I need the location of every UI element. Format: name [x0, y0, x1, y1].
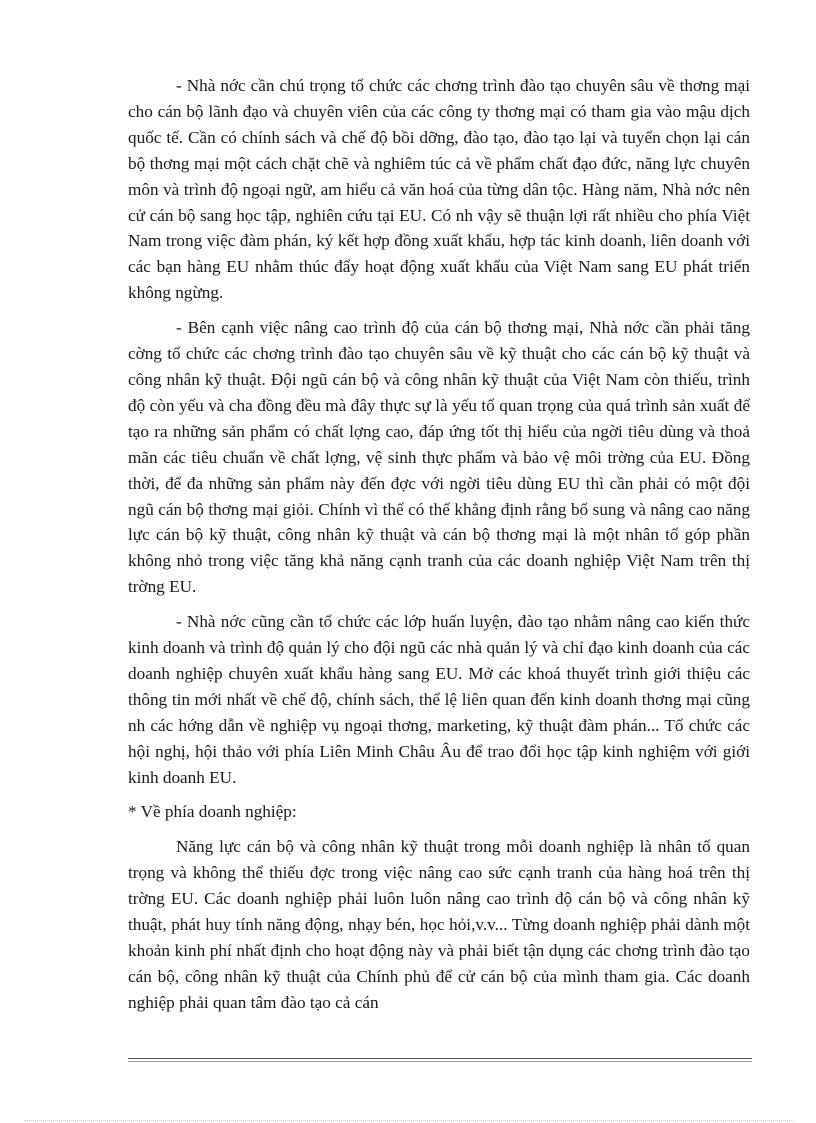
- paragraph-enterprise-capacity: Năng lực cán bộ và công nhân kỹ thuật trong mỗi doanh nghiệp là nhân tố quan trọng và không thể thiếu đợc trong việc nâng cao sức cạnh tranh của hàng hoá trên thị trờng EU. Các doanh nghiệp phải luôn luôn nâng cao trình độ cán bộ và công nhân kỹ thuật, phát huy tính năng động, nhạy bén, học hỏi,v.v... Từng doanh nghiệp phải dành một khoản kinh phí nhất định cho hoạt động này và phải biết tận dụng các chơng trình đào tạo cán bộ, công nhân kỹ thuật của Chính phủ để cử cán bộ của mình tham gia. Các doanh nghiệp phải quan tâm đào tạo cả cán: [128, 837, 750, 1012]
- paragraph-business-courses: - Nhà nớc cũng cần tổ chức các lớp huấn luyện, đào tạo nhằm nâng cao kiến thức kinh doanh và trình độ quản lý cho đội ngũ các nhà quản lý và chỉ đạo kinh doanh của các doanh nghiệp chuyên xuất khẩu hàng sang EU. Mở các khoá thuyết trình giới thiệu các thông tin mới nhất về chế độ, chính sách, thể lệ liên quan đến kinh doanh thơng mại cũng nh các hớng dẫn về nghiệp vụ ngoại thơng, marketing, kỹ thuật đàm phán... Tổ chức các hội nghị, hội thảo với phía Liên Minh Châu Âu để trao đổi học tập kinh nghiệm với giới kinh doanh EU.: [128, 612, 750, 787]
- paragraph-training-trade-officials: - Nhà nớc cần chú trọng tổ chức các chơng trình đào tạo chuyên sâu về thơng mại cho cán bộ lãnh đạo và chuyên viên của các công ty thơng mại có tham gia vào mậu dịch quốc tế. Cần có chính sách và chế độ bồi dỡng, đào tạo, đào tạo lại và tuyển chọn lại cán bộ thơng mại một cách chặt chẽ và nghiêm túc cả về phẩm chất đạo đức, năng lực chuyên môn và trình độ ngoại ngữ, am hiểu cả văn hoá của từng dân tộc. Hàng năm, Nhà nớc nên cử cán bộ sang học tập, nghiên cứu tại EU. Có nh vậy sẽ thuận lợi rất nhiều cho phía Việt Nam trong việc đàm phán, ký kết hợp đồng xuất khẩu, hợp tác kinh doanh, liên doanh với các bạn hàng EU nhằm thúc đẩy hoạt động xuất khẩu của Việt Nam sang EU phát triển không ngừng.: [128, 76, 750, 303]
- footer-divider-secondary: [128, 1061, 752, 1062]
- paragraph-technical-training: - Bên cạnh việc nâng cao trình độ của cán bộ thơng mại, Nhà nớc cần phải tăng cờng tổ chức các chơng trình đào tạo chuyên sâu về kỹ thuật cho các cán bộ kỹ thuật và công nhân kỹ thuật. Đội ngũ cán bộ và công nhân kỹ thuật của Việt Nam còn thiếu, trình độ còn yếu và cha đồng đều mà đây thực sự là yếu tố quan trọng của quá trình sản xuất để tạo ra những sản phẩm có chất lợng cao, đáp ứng tốt thị hiếu của ngời tiêu dùng và thoả mãn các tiêu chuẩn về chất lợng, vệ sinh thực phẩm và bảo vệ môi trờng của EU. Đồng thời, để đa những sản phẩm này đến đợc với ngời tiêu dùng EU thì cần phải có một đội ngũ cán bộ thơng mại giỏi. Chính vì thế có thể khẳng định rằng bổ sung và nâng cao năng lực cán bộ kỹ thuật, công nhân kỹ thuật và cán bộ thơng mại là một nhân tố góp phần không nhỏ trong việc tăng khả năng cạnh tranh của các doanh nghiệp Việt Nam trên thị trờng EU.: [128, 318, 750, 597]
- document-body: [128, 73, 750, 1016]
- page-bottom-edge: [24, 1120, 794, 1121]
- section-heading-enterprises: * Về phía doanh nghiệp:: [128, 802, 297, 822]
- footer-divider: [128, 1058, 752, 1059]
